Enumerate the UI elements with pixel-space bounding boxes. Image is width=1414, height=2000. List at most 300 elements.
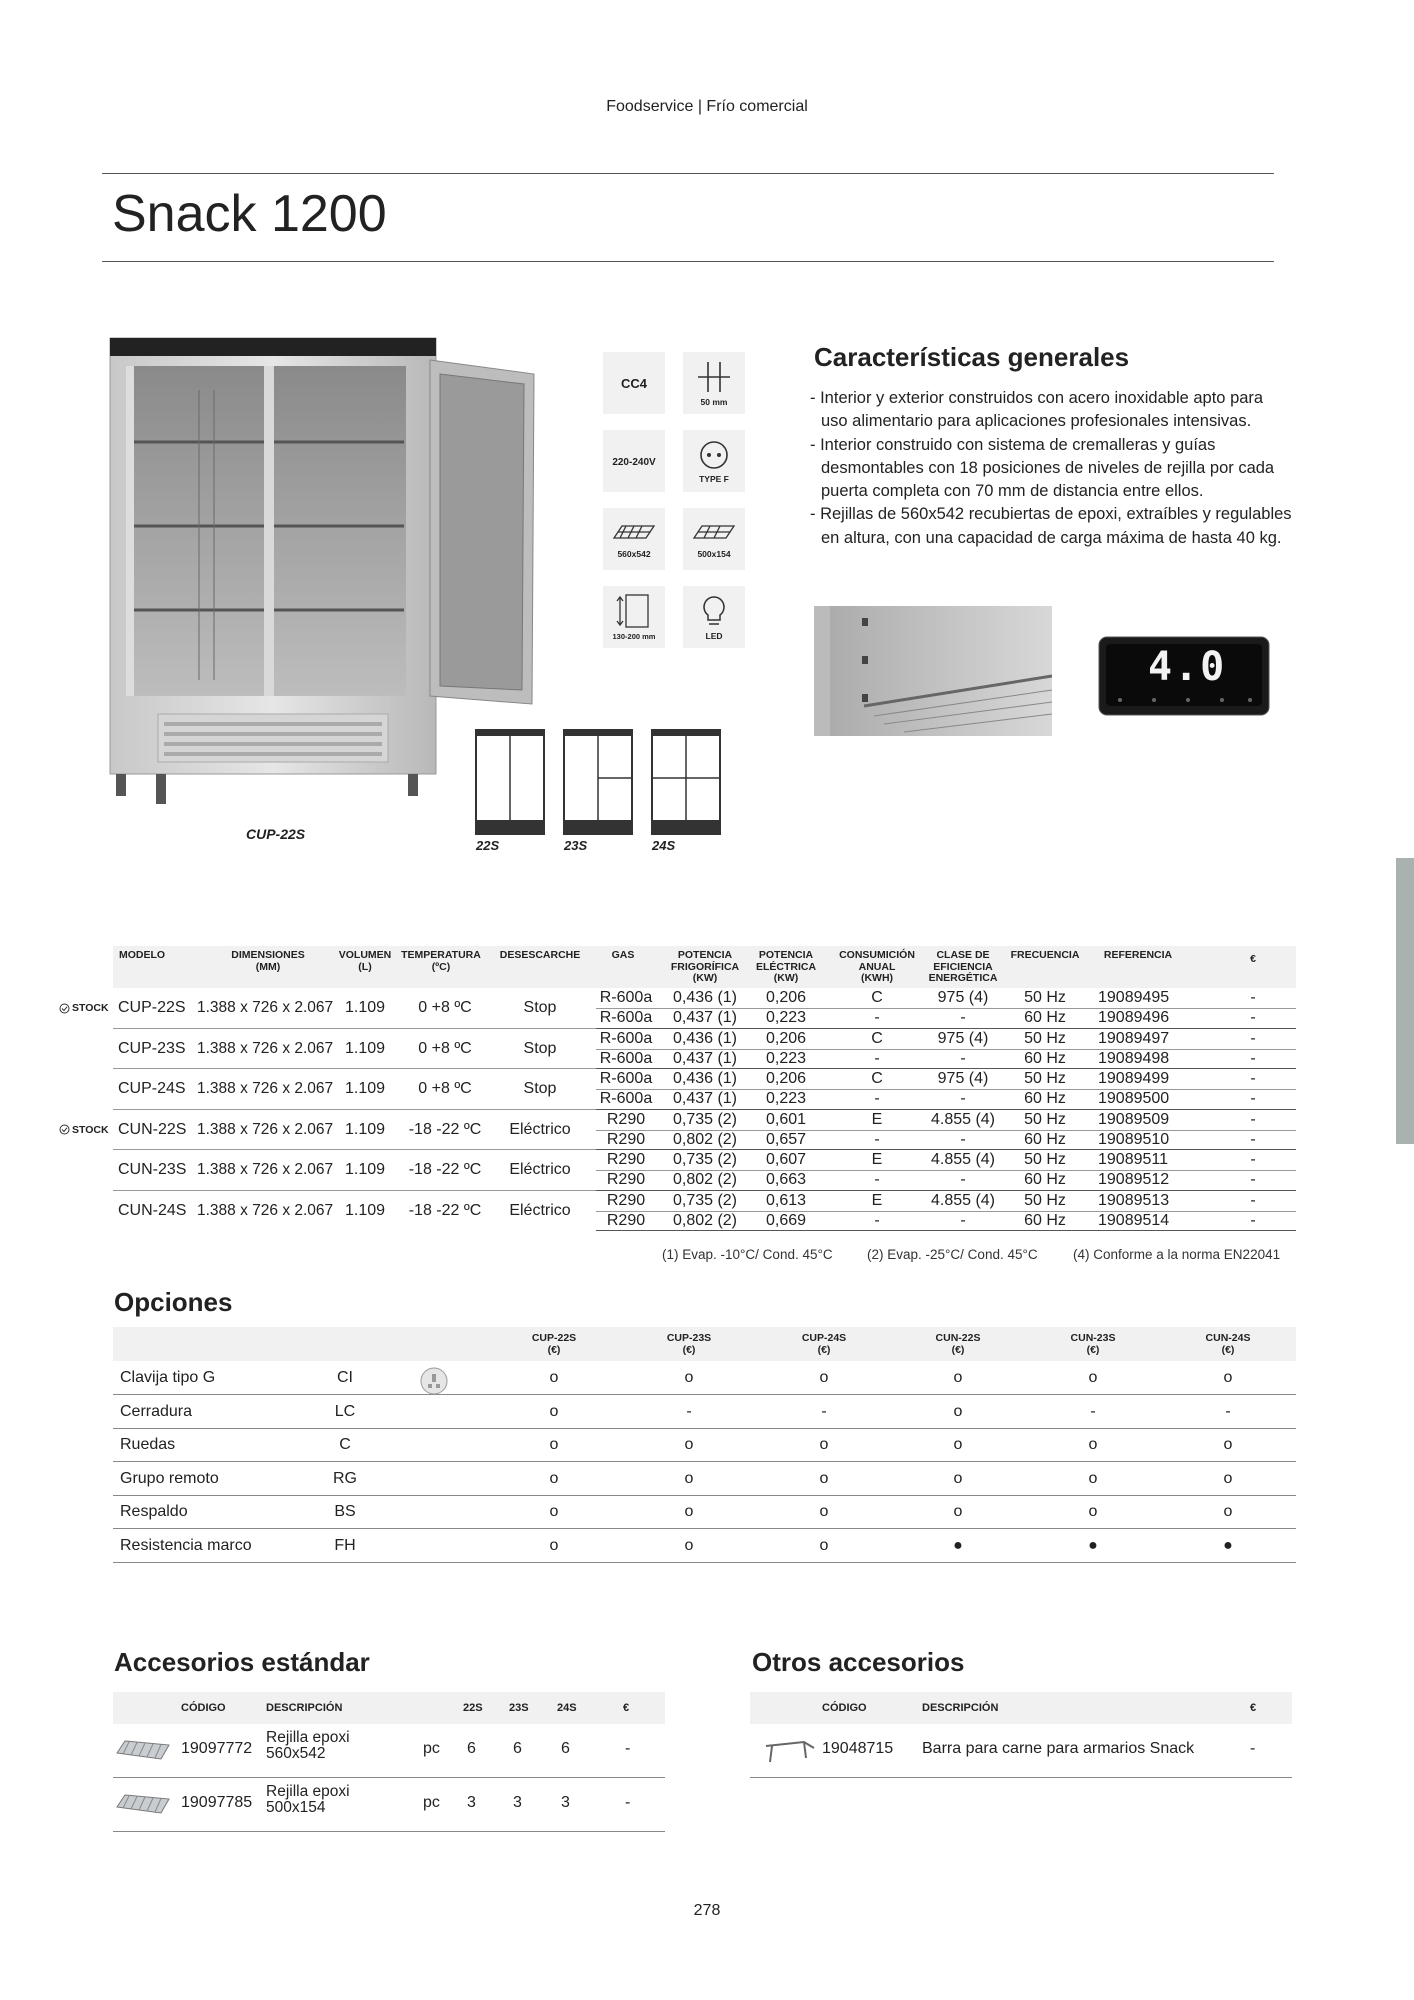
row-referencia: 19089513 bbox=[1098, 1191, 1170, 1209]
row-clase: - bbox=[960, 1171, 966, 1189]
row-pot-frig: 0,437 (1) bbox=[672, 1049, 738, 1067]
option-name: Grupo remoto bbox=[120, 1469, 219, 1487]
row-price: - bbox=[1250, 1211, 1256, 1229]
col-pf-3: (KW) bbox=[692, 972, 718, 984]
row-pot-frig: 0,436 (1) bbox=[672, 989, 738, 1006]
model-volume: 1.109 bbox=[345, 999, 386, 1016]
plug-icon bbox=[698, 439, 730, 471]
col-clase-3: ENERGÉTICA bbox=[928, 972, 998, 984]
option-value: o bbox=[684, 1369, 694, 1386]
option-value: o bbox=[549, 1503, 559, 1521]
row-consumo: C bbox=[871, 1029, 883, 1047]
option-name: Clavija tipo G bbox=[120, 1369, 216, 1386]
row-price: - bbox=[1250, 1009, 1256, 1027]
accessory-code: 19048715 bbox=[822, 1740, 894, 1757]
option-code: BS bbox=[334, 1503, 356, 1521]
row-referencia: 19089498 bbox=[1098, 1049, 1170, 1067]
plug-g-icon bbox=[419, 1366, 449, 1396]
row-pot-frig: 0,802 (2) bbox=[672, 1211, 738, 1229]
col-referencia: REFERENCIA bbox=[1103, 949, 1173, 961]
accessory-code: 19097785 bbox=[181, 1794, 253, 1811]
row-freq: 50 Hz bbox=[1024, 989, 1066, 1006]
option-value: ● bbox=[1223, 1537, 1233, 1554]
row-price: - bbox=[1250, 1191, 1256, 1209]
feature-insulation bbox=[683, 352, 745, 414]
option-value: o bbox=[549, 1436, 559, 1454]
row-price: - bbox=[1250, 1049, 1256, 1067]
row-gas: R290 bbox=[606, 1191, 646, 1209]
general-list bbox=[810, 387, 1292, 550]
option-code: LC bbox=[334, 1402, 356, 1420]
model-group-row bbox=[113, 1191, 1296, 1232]
option-name: Cerradura bbox=[120, 1402, 193, 1420]
option-row bbox=[113, 1428, 1296, 1462]
model-temperature: -18 -22 ºC bbox=[408, 1161, 482, 1178]
row-consumo: C bbox=[871, 1070, 883, 1087]
option-value: ● bbox=[1088, 1537, 1098, 1554]
row-clase: - bbox=[960, 1049, 966, 1067]
grid-icon bbox=[692, 520, 736, 546]
row-price: - bbox=[1250, 1070, 1256, 1087]
accessory-price: - bbox=[625, 1794, 631, 1811]
page-header: Foodservice | Frío comercial bbox=[606, 98, 808, 115]
model-defrost: Eléctrico bbox=[509, 1161, 571, 1178]
row-freq: 60 Hz bbox=[1024, 1009, 1066, 1027]
height-icon bbox=[614, 593, 654, 629]
control-display bbox=[1098, 636, 1270, 716]
row-referencia: 19089512 bbox=[1098, 1171, 1170, 1189]
config-23s-diagram bbox=[562, 728, 634, 836]
model-volume: 1.109 bbox=[345, 1161, 386, 1178]
row-pot-frig: 0,436 (1) bbox=[672, 1070, 738, 1087]
model-volume: 1.109 bbox=[345, 1201, 386, 1219]
grid-shelf-icon bbox=[115, 1791, 171, 1819]
row-gas: R-600a bbox=[599, 1090, 653, 1108]
hdr-code: CÓDIGO bbox=[181, 1702, 226, 1714]
row-freq: 50 Hz bbox=[1024, 1029, 1066, 1047]
row-pot-frig: 0,436 (1) bbox=[672, 1029, 738, 1047]
feature-sub: 50 mm bbox=[700, 396, 728, 407]
col-vol-1: VOLUMEN bbox=[338, 949, 392, 961]
row-pot-elec: 0,223 bbox=[765, 1009, 807, 1027]
hdr-euro: € bbox=[1250, 1702, 1257, 1714]
model-name: CUP-24S bbox=[118, 1080, 186, 1097]
interior-detail-photo bbox=[814, 606, 1052, 736]
row-pot-elec: 0,607 bbox=[765, 1151, 807, 1168]
feature-sub: 130-200 mm bbox=[612, 632, 656, 641]
row-pot-frig: 0,437 (1) bbox=[672, 1090, 738, 1108]
opt-col-unit: (€) bbox=[1221, 1344, 1235, 1356]
opt-col: CUP-24S bbox=[801, 1332, 847, 1344]
config-22s-diagram bbox=[474, 728, 546, 836]
row-freq: 50 Hz bbox=[1024, 1110, 1066, 1128]
accessory-unit: pc bbox=[423, 1740, 440, 1757]
row-freq: 50 Hz bbox=[1024, 1151, 1066, 1168]
option-code: C bbox=[339, 1436, 351, 1454]
row-consumo: E bbox=[871, 1151, 883, 1168]
col-dim-2: (MM) bbox=[255, 960, 281, 973]
option-value: o bbox=[953, 1402, 963, 1420]
std-accessories-title: Accesorios estándar bbox=[114, 1647, 370, 1677]
row-freq: 50 Hz bbox=[1024, 1191, 1066, 1209]
row-consumo: - bbox=[874, 1211, 880, 1229]
row-pot-elec: 0,223 bbox=[765, 1090, 807, 1108]
check-circle-icon bbox=[59, 1124, 70, 1135]
option-row bbox=[113, 1495, 1296, 1529]
stock-label: STOCK bbox=[72, 1002, 109, 1014]
row-pot-elec: 0,206 bbox=[765, 1029, 807, 1047]
option-value: o bbox=[549, 1402, 559, 1420]
group-divider-right bbox=[596, 1230, 1296, 1231]
model-temperature: 0 +8 ºC bbox=[418, 1080, 472, 1097]
model-volume: 1.109 bbox=[345, 1039, 386, 1057]
row-pot-elec: 0,223 bbox=[765, 1049, 807, 1067]
stock-badge bbox=[59, 1002, 109, 1014]
option-name: Resistencia marco bbox=[120, 1537, 252, 1554]
accessory-qty-23s: 3 bbox=[513, 1794, 522, 1811]
col-pf-2: FRIGORÍFICA bbox=[670, 960, 740, 973]
row-referencia: 19089496 bbox=[1098, 1009, 1170, 1027]
row-referencia: 19089499 bbox=[1098, 1070, 1170, 1087]
other-accessory-row bbox=[750, 1724, 1292, 1778]
accessory-qty-24s: 3 bbox=[561, 1794, 570, 1811]
model-dimensions: 1.388 x 726 x 2.067 bbox=[197, 999, 334, 1016]
row-clase: 4.855 (4) bbox=[930, 1151, 996, 1168]
row-consumo: - bbox=[874, 1009, 880, 1027]
row-divider bbox=[596, 1130, 1296, 1131]
row-price: - bbox=[1250, 1029, 1256, 1047]
accessory-desc-2: 560x542 bbox=[266, 1745, 326, 1762]
std-accessory-row bbox=[113, 1778, 665, 1832]
option-value: o bbox=[1223, 1369, 1233, 1386]
title-rule-bottom bbox=[102, 261, 1274, 262]
feature-cc4 bbox=[603, 352, 665, 414]
col-cons-3: (KWH) bbox=[860, 972, 894, 984]
col-frecuencia: FRECUENCIA bbox=[1010, 949, 1080, 961]
option-value: o bbox=[549, 1369, 559, 1386]
row-clase: - bbox=[960, 1090, 966, 1108]
feature-led bbox=[683, 586, 745, 648]
row-gas: R-600a bbox=[599, 1070, 653, 1087]
row-referencia: 19089495 bbox=[1098, 989, 1170, 1006]
feature-voltage bbox=[603, 430, 665, 492]
col-temp-1: TEMPERATURA bbox=[401, 949, 481, 961]
model-temperature: 0 +8 ºC bbox=[418, 1039, 472, 1057]
col-cons-1: CONSUMICIÓN bbox=[839, 949, 915, 961]
model-name: CUN-24S bbox=[118, 1201, 187, 1219]
model-name: CUP-22S bbox=[118, 999, 186, 1016]
row-divider bbox=[596, 1170, 1296, 1171]
option-value: o bbox=[684, 1436, 694, 1454]
model-dimensions: 1.388 x 726 x 2.067 bbox=[197, 1039, 334, 1057]
col-dim-1: DIMENSIONES bbox=[231, 949, 305, 961]
opt-col-unit: (€) bbox=[682, 1344, 696, 1356]
general-item: - Interior construido con sistema de cremalleras y guías desmontables con 18 posiciones de niveles de rejilla por cada puerta completa con 70 mm de distancia entre ellos. bbox=[810, 434, 1292, 504]
feature-sub: TYPE F bbox=[699, 473, 729, 484]
opt-col-unit: (€) bbox=[547, 1344, 561, 1356]
row-gas: R-600a bbox=[599, 1029, 653, 1047]
option-code: CI bbox=[337, 1369, 353, 1386]
model-defrost: Stop bbox=[523, 999, 557, 1016]
row-pot-frig: 0,802 (2) bbox=[672, 1130, 738, 1148]
feature-sub: LED bbox=[705, 630, 723, 641]
option-row bbox=[113, 1529, 1296, 1563]
feature-label: 220-240V bbox=[612, 457, 656, 468]
row-divider bbox=[596, 1211, 1296, 1212]
footnote-3: (4) Conforme a la norma EN22041 bbox=[1073, 1247, 1281, 1262]
accessory-desc-1: Rejilla epoxi bbox=[266, 1783, 350, 1800]
row-consumo: - bbox=[874, 1130, 880, 1148]
col-pf-1: POTENCIA bbox=[677, 949, 733, 961]
model-name: CUN-22S bbox=[118, 1120, 187, 1138]
feature-grid-small bbox=[683, 508, 745, 570]
col-modelo: MODELO bbox=[119, 949, 166, 961]
meat-bar-icon bbox=[764, 1738, 816, 1766]
footnote-2: (2) Evap. -25°C/ Cond. 45°C bbox=[867, 1247, 1038, 1262]
option-value: o bbox=[549, 1537, 559, 1554]
option-value: - bbox=[821, 1402, 827, 1420]
col-temp-2: (ºC) bbox=[431, 960, 451, 973]
row-gas: R290 bbox=[606, 1110, 646, 1128]
opt-col-unit: (€) bbox=[1086, 1344, 1100, 1356]
model-defrost: Eléctrico bbox=[509, 1120, 571, 1138]
feature-label: CC4 bbox=[620, 375, 647, 391]
model-group-row bbox=[72, 988, 1296, 1029]
row-gas: R290 bbox=[606, 1151, 646, 1168]
model-volume: 1.109 bbox=[345, 1120, 386, 1138]
row-consumo: C bbox=[871, 989, 883, 1006]
option-code: FH bbox=[334, 1537, 356, 1554]
row-gas: R290 bbox=[606, 1130, 646, 1148]
accessory-desc: Barra para carne para armarios Snack bbox=[922, 1740, 1195, 1757]
opt-col: CUN-24S bbox=[1205, 1332, 1251, 1344]
option-value: o bbox=[819, 1436, 829, 1454]
row-pot-elec: 0,206 bbox=[765, 1070, 807, 1087]
model-name: CUN-23S bbox=[118, 1161, 187, 1178]
row-pot-elec: 0,669 bbox=[765, 1211, 807, 1229]
option-value: o bbox=[684, 1469, 694, 1487]
config-label: 22S bbox=[476, 838, 500, 853]
other-accessories-header bbox=[750, 1692, 1292, 1724]
row-referencia: 19089511 bbox=[1098, 1151, 1168, 1168]
feature-grid-large bbox=[603, 508, 665, 570]
row-clase: 4.855 (4) bbox=[930, 1110, 996, 1128]
option-value: o bbox=[1223, 1503, 1233, 1521]
option-value: o bbox=[953, 1469, 963, 1487]
row-referencia: 19089510 bbox=[1098, 1130, 1170, 1148]
row-price: - bbox=[1250, 1130, 1256, 1148]
accessory-price: - bbox=[1250, 1740, 1256, 1757]
option-value: o bbox=[1088, 1369, 1098, 1386]
model-volume: 1.109 bbox=[345, 1080, 386, 1097]
row-freq: 60 Hz bbox=[1024, 1090, 1066, 1108]
model-group-row bbox=[113, 1029, 1296, 1070]
row-clase: - bbox=[960, 1130, 966, 1148]
row-gas: R-600a bbox=[599, 1049, 653, 1067]
model-dimensions: 1.388 x 726 x 2.067 bbox=[197, 1201, 334, 1219]
config-24s-diagram bbox=[650, 728, 722, 836]
col-desescarche: DESESCARCHE bbox=[499, 949, 581, 961]
general-item: - Interior y exterior construidos con acero inoxidable apto para uso alimentario para aplicaciones profesionales intensivas. bbox=[810, 387, 1292, 434]
page-title: Snack 1200 bbox=[112, 185, 387, 243]
model-defrost: Eléctrico bbox=[509, 1201, 571, 1219]
options-header bbox=[113, 1327, 1296, 1361]
row-pot-frig: 0,802 (2) bbox=[672, 1171, 738, 1189]
opt-col-unit: (€) bbox=[951, 1344, 965, 1356]
row-clase: - bbox=[960, 1009, 966, 1027]
model-name: CUP-23S bbox=[118, 1039, 186, 1057]
model-group-row bbox=[113, 1069, 1296, 1110]
insulation-icon bbox=[694, 360, 734, 394]
row-price: - bbox=[1250, 1110, 1256, 1128]
model-defrost: Stop bbox=[523, 1039, 557, 1057]
row-freq: 50 Hz bbox=[1024, 1070, 1066, 1087]
check-circle-icon bbox=[59, 1003, 70, 1014]
feature-plug bbox=[683, 430, 745, 492]
accessory-qty-22s: 6 bbox=[467, 1740, 476, 1757]
option-value: o bbox=[819, 1369, 829, 1386]
option-value: ● bbox=[953, 1537, 963, 1554]
std-accessories-header bbox=[113, 1692, 665, 1724]
row-referencia: 19089509 bbox=[1098, 1110, 1170, 1128]
config-label: 23S bbox=[564, 838, 588, 853]
option-value: o bbox=[953, 1436, 963, 1454]
std-accessory-row bbox=[113, 1724, 665, 1778]
col-clase-1: CLASE DE bbox=[936, 949, 990, 961]
accessory-code: 19097772 bbox=[181, 1740, 253, 1757]
row-pot-frig: 0,437 (1) bbox=[672, 1009, 738, 1027]
hdr-22s: 22S bbox=[463, 1702, 483, 1714]
option-value: o bbox=[819, 1503, 829, 1521]
row-pot-elec: 0,206 bbox=[765, 989, 807, 1006]
hdr-desc: DESCRIPCIÓN bbox=[266, 1702, 343, 1714]
row-referencia: 19089514 bbox=[1098, 1211, 1170, 1229]
row-clase: 4.855 (4) bbox=[930, 1191, 996, 1209]
row-divider bbox=[596, 1008, 1296, 1009]
row-consumo: E bbox=[871, 1110, 883, 1128]
option-row bbox=[113, 1395, 1296, 1429]
model-dimensions: 1.388 x 726 x 2.067 bbox=[197, 1161, 334, 1178]
accessory-unit: pc bbox=[423, 1794, 440, 1811]
option-value: o bbox=[819, 1537, 829, 1554]
option-value: - bbox=[686, 1402, 692, 1420]
bulb-icon bbox=[699, 594, 729, 628]
option-name: Ruedas bbox=[120, 1436, 176, 1454]
option-value: o bbox=[953, 1503, 963, 1521]
accessory-desc-1: Rejilla epoxi bbox=[266, 1729, 350, 1746]
row-pot-frig: 0,735 (2) bbox=[672, 1151, 738, 1168]
hdr-23s: 23S bbox=[509, 1702, 529, 1714]
general-item: - Rejillas de 560x542 recubiertas de epoxi, extraíbles y regulables en altura, con una capacidad de carga máxima de hasta 40 kg. bbox=[810, 503, 1292, 550]
row-price: - bbox=[1250, 1171, 1256, 1189]
row-gas: R-600a bbox=[599, 989, 653, 1006]
section-tab bbox=[1396, 858, 1414, 1144]
option-value: o bbox=[1088, 1503, 1098, 1521]
general-title: Características generales bbox=[814, 342, 1130, 372]
feature-height bbox=[603, 586, 665, 648]
other-accessories-title: Otros accesorios bbox=[752, 1647, 965, 1677]
row-clase: 975 (4) bbox=[937, 989, 989, 1006]
model-group-row bbox=[72, 1110, 1296, 1151]
row-consumo: - bbox=[874, 1049, 880, 1067]
model-temperature: -18 -22 ºC bbox=[408, 1120, 482, 1138]
row-freq: 60 Hz bbox=[1024, 1171, 1066, 1189]
options-title: Opciones bbox=[114, 1287, 233, 1317]
row-price: - bbox=[1250, 1090, 1256, 1108]
option-value: o bbox=[953, 1369, 963, 1386]
stock-label: STOCK bbox=[72, 1123, 109, 1136]
models-table-header bbox=[113, 946, 1296, 988]
model-defrost: Stop bbox=[523, 1080, 557, 1097]
row-pot-elec: 0,601 bbox=[765, 1110, 807, 1128]
accessory-qty-24s: 6 bbox=[561, 1740, 570, 1757]
option-value: o bbox=[1223, 1469, 1233, 1487]
row-consumo: - bbox=[874, 1090, 880, 1108]
option-value: o bbox=[549, 1469, 559, 1487]
row-freq: 60 Hz bbox=[1024, 1049, 1066, 1067]
hdr-24s: 24S bbox=[557, 1702, 577, 1714]
title-rule-top bbox=[102, 173, 1274, 174]
option-value: o bbox=[1088, 1469, 1098, 1487]
opt-col: CUP-22S bbox=[531, 1332, 577, 1344]
opt-col: CUN-23S bbox=[1070, 1332, 1116, 1344]
col-euro: € bbox=[1250, 953, 1256, 965]
config-label: 24S bbox=[652, 838, 676, 853]
row-gas: R290 bbox=[606, 1171, 646, 1189]
grid-shelf-icon bbox=[115, 1737, 171, 1765]
option-value: - bbox=[1225, 1402, 1231, 1420]
option-value: - bbox=[1090, 1402, 1096, 1420]
row-freq: 60 Hz bbox=[1024, 1130, 1066, 1148]
row-divider bbox=[596, 1089, 1296, 1090]
row-pot-frig: 0,735 (2) bbox=[672, 1191, 738, 1209]
opt-col: CUP-23S bbox=[666, 1332, 712, 1344]
col-vol-2: (L) bbox=[358, 960, 372, 973]
accessory-qty-23s: 6 bbox=[513, 1740, 522, 1757]
model-temperature: -18 -22 ºC bbox=[408, 1201, 482, 1219]
row-referencia: 19089497 bbox=[1098, 1029, 1170, 1047]
hdr-code: CÓDIGO bbox=[822, 1702, 867, 1714]
display-value: 4.0 bbox=[1148, 644, 1227, 690]
accessory-desc-2: 500x154 bbox=[266, 1799, 326, 1816]
option-value: o bbox=[819, 1469, 829, 1487]
option-value: o bbox=[1088, 1436, 1098, 1454]
stock-badge bbox=[59, 1124, 109, 1136]
col-pe-2: ELÉCTRICA bbox=[755, 960, 817, 973]
option-row bbox=[113, 1361, 1296, 1395]
hdr-desc: DESCRIPCIÓN bbox=[922, 1702, 999, 1714]
option-name: Respaldo bbox=[120, 1503, 188, 1521]
option-code: RG bbox=[333, 1469, 357, 1487]
model-dimensions: 1.388 x 726 x 2.067 bbox=[197, 1080, 334, 1097]
accessory-price: - bbox=[625, 1740, 631, 1757]
row-consumo: E bbox=[871, 1191, 883, 1209]
col-gas: GAS bbox=[611, 949, 635, 961]
accessory-qty-22s: 3 bbox=[467, 1794, 476, 1811]
row-pot-elec: 0,663 bbox=[765, 1171, 807, 1189]
product-caption: CUP-22S bbox=[246, 826, 306, 842]
option-value: o bbox=[1223, 1436, 1233, 1454]
hdr-euro: € bbox=[623, 1702, 630, 1714]
footnote-1: (1) Evap. -10°C/ Cond. 45°C bbox=[662, 1247, 833, 1262]
row-clase: 975 (4) bbox=[937, 1070, 989, 1087]
row-pot-frig: 0,735 (2) bbox=[672, 1110, 738, 1128]
row-consumo: - bbox=[874, 1171, 880, 1189]
model-group-row bbox=[113, 1150, 1296, 1191]
row-clase: 975 (4) bbox=[937, 1029, 989, 1047]
col-pe-3: (KW) bbox=[773, 972, 799, 984]
model-dimensions: 1.388 x 726 x 2.067 bbox=[197, 1120, 334, 1138]
